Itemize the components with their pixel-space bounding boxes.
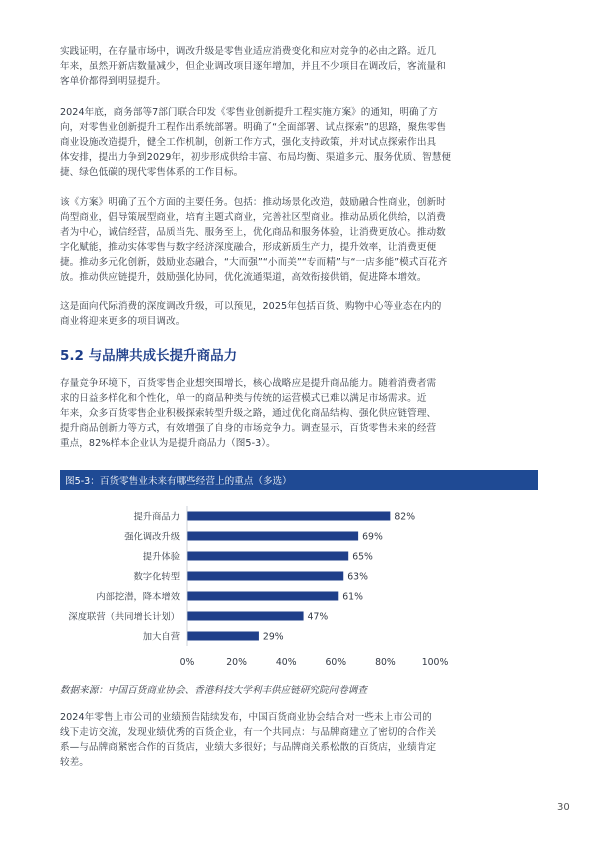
bar xyxy=(187,592,338,601)
page-number: 30 xyxy=(557,802,570,813)
text-line: 存量竞争环境下，百货零售企业想突围增长，核心战略应是提升商品能力。随着消费者需 xyxy=(60,378,437,389)
bar xyxy=(187,532,358,541)
bar xyxy=(187,552,348,561)
text-line: 提升商品创新力等方式，有效增强了自身的市场竞争力。调查显示，百货零售未来的经营 xyxy=(60,423,437,434)
x-tick-label: 0% xyxy=(179,657,195,668)
category-label: 深度联营（共同增长计划） xyxy=(68,611,180,623)
text-line: 捷。推动多元化创新，鼓励业态融合，“大而强”“小而美”“专而精”与“一店多能”模式百花齐 xyxy=(60,257,448,268)
text-line: 体安排，提出力争到2029年，初步形成供给丰富、布局均衡、渠道多元、服务优质、智慧便 xyxy=(60,152,452,163)
text-line: 求的日益多样化和个性化，单一的商品种类与传统的运营模式已难以满足市场需求。近 xyxy=(60,393,427,404)
text-line: 字化赋能，推动实体零售与数字经济深度融合，形成新质生产力，提升效率，让消费更便 xyxy=(60,242,437,253)
data-label: 69% xyxy=(362,531,383,543)
category-label: 提升体验 xyxy=(142,551,180,563)
bar xyxy=(187,512,390,521)
x-tick-label: 100% xyxy=(421,657,449,668)
data-label: 29% xyxy=(262,631,284,643)
text-line: 2024年零售上市公司的业绩预告陆续发布，中国百货商业协会结合对一些未上市公司的 xyxy=(60,712,432,723)
text-line: 者为中心，诚信经营，品质当先、服务至上，优化商品和服务体验，让消费更放心。推动数 xyxy=(60,227,446,238)
text-line: 年来，虽然开新店数量减少，但企业调改项目逐年增加，并且不少项目在调改后，客流量和 xyxy=(60,61,446,72)
text-line: 客单价都得到明显提升。 xyxy=(60,76,167,87)
text-line: 年来，众多百货零售企业积极探索转型升级之路，通过优化商品结构、强化供应链管理、 xyxy=(60,408,437,419)
text-line: 线下走访交流，发现业绩优秀的百货企业，有一个共同点：与品牌商建立了密切的合作关 xyxy=(60,727,437,738)
x-tick-label: 20% xyxy=(226,657,247,668)
paragraph-6 xyxy=(60,710,538,770)
text-line: 该《方案》明确了五个方面的主要任务。包括：推动场景化改造，鼓励融合性商业，创新时 xyxy=(60,197,446,208)
text-line: 实践证明，在存量市场中，调改升级是零售业适应消费变化和应对竞争的必由之路。近几 xyxy=(60,46,437,57)
text-line: 商业设施改造提升，健全工作机制，创新工作方式，强化支持政策，并对试点探索作出具 xyxy=(60,137,437,148)
figure-title: 图5-3：百货零售业未来有哪些经营上的重点（多选） xyxy=(65,476,292,487)
data-label: 63% xyxy=(347,571,368,583)
data-label: 65% xyxy=(352,551,373,563)
data-label: 61% xyxy=(342,591,363,603)
category-label: 加大自营 xyxy=(142,631,180,643)
text-line: 2024年底，商务部等7部门联合印发《零售业创新提升工程实施方案》的通知，明确了方 xyxy=(60,107,438,118)
source-note: 数据来源：中国百货商业协会、香港科技大学利丰供应链研究院问卷调查 xyxy=(60,685,367,696)
category-label: 强化调改升级 xyxy=(124,531,180,543)
bar xyxy=(187,572,343,581)
x-tick-label: 60% xyxy=(325,657,347,668)
category-label: 提升商品力 xyxy=(133,511,180,523)
text-line: 向，对零售业创新提升工程作出系统部署。明确了“全面部署、试点探索”的思路，聚焦零售 xyxy=(60,122,447,133)
text-line: 尚型商业，倡导策展型商业，培育主题式商业，完善社区型商业。推动品质化供给，以消费 xyxy=(60,212,446,223)
category-label: 内部挖潜，降本增效 xyxy=(96,591,180,603)
text-line: 捷、绿色低碳的现代零售体系的工作目标。 xyxy=(60,167,244,178)
section-heading: 5.2 与品牌共成长提升商品力 xyxy=(60,348,238,364)
x-tick-label: 40% xyxy=(275,657,297,668)
text-line: 较差。 xyxy=(60,757,89,768)
text-line: 这是面向代际消费的深度调改升级，可以预见，2025年包括百货、购物中心等业态在内的 xyxy=(60,301,442,312)
x-tick-label: 80% xyxy=(375,657,396,668)
data-label: 82% xyxy=(394,511,416,523)
text-line: 放。推动供应链提升，鼓励强化协同，优化流通渠道，高效衔接供销，促进降本增效。 xyxy=(60,272,427,283)
data-label: 47% xyxy=(307,611,329,623)
category-label: 数字化转型 xyxy=(133,571,180,583)
text-line: 系—与品牌商紧密合作的百货店，业绩大多很好；与品牌商关系松散的百货店，业绩肯定 xyxy=(60,742,437,753)
text-line: 商业将迎来更多的项目调改。 xyxy=(60,316,186,327)
bar xyxy=(187,612,304,621)
bar xyxy=(187,632,259,641)
text-line: 重点，82%样本企业认为是提升商品力（图5-3）。 xyxy=(60,438,276,449)
